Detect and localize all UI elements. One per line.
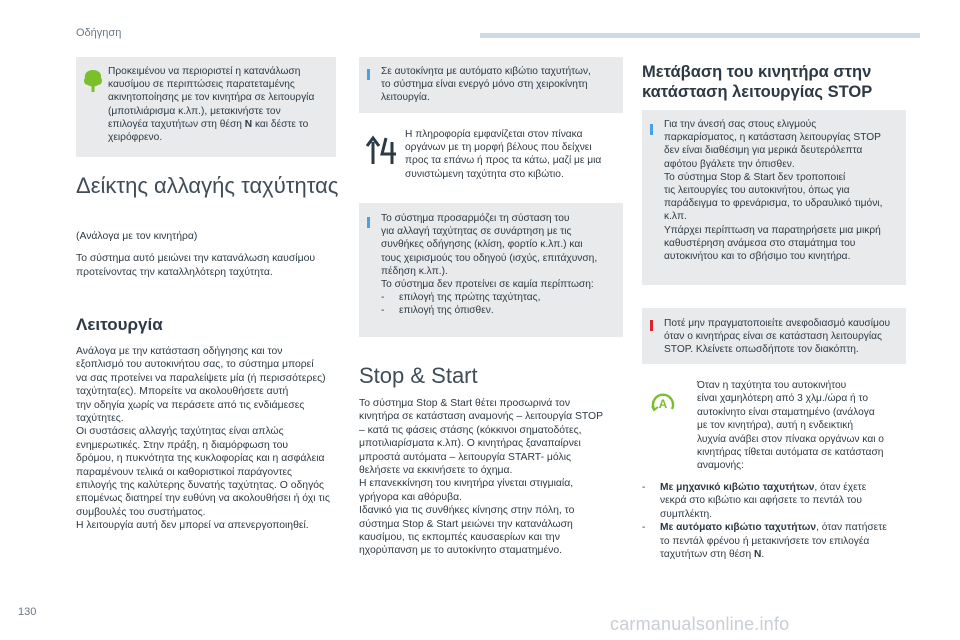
watermark: carmanualsonline.info <box>610 614 790 634</box>
stop-start-title: Stop & Start <box>359 363 478 388</box>
gear-display-description: Η πληροφορία εμφανίζεται στον πίνακα οργάνων με τη μορφή βέλους που δείχνει προς τα επάνω ή προς τα κάτω, μαζί με μια συνιστώμενη ταχύτητα στο κιβώτιο. <box>405 129 602 180</box>
gear-indicator-title: Δείκτης αλλαγής ταχύτητας <box>76 173 339 198</box>
eco-line: χειρόφρενο. <box>108 132 163 144</box>
eco-tree-icon <box>83 69 103 93</box>
gear-indicator-intro: Το σύστημα αυτό μειώνει την κατανάλωση καυσίμου προτείνοντας την καταλληλότερη ταχύτητα. <box>76 253 316 278</box>
header-rule <box>480 33 920 38</box>
stop-start-warning-lamp-icon <box>650 390 676 414</box>
info-marker-icon <box>367 217 370 228</box>
lamp-letter: A <box>658 397 668 411</box>
warning-marker-icon <box>650 320 653 331</box>
engine-note: (Ανάλογα με τον κινητήρα) <box>76 231 198 242</box>
info-marker-icon <box>367 69 370 80</box>
page-number: 130 <box>18 606 37 618</box>
gearbox-conditions-list <box>642 481 912 561</box>
eco-line: καυσίμου σε περιπτώσεις παρατεταμένης <box>108 79 295 91</box>
gear-arrow-icon <box>366 134 400 166</box>
running-head: Οδήγηση <box>76 27 122 39</box>
list-item: - Με αυτόματο κιβώτιο ταχυτήτων, όταν πατήσετε το πεντάλ φρένου ή μετακινήσετε τον επιλογέα ταχυτήτων στη θέση N. <box>642 522 887 561</box>
list-item: - επιλογή της πρώτης ταχύτητας, <box>381 292 541 304</box>
info-marker-icon <box>650 124 653 135</box>
automatic-gearbox-info-box: Σε αυτοκίνητα με αυτόματο κιβώτιο ταχυτήτων, το σύστημα είναι ενεργό μόνο στη χειροκίνητη λειτουργία. <box>359 57 623 113</box>
auto-stop-text: Όταν η ταχύτητα του αυτοκινήτου είναι χαμηλότερη από 3 χλμ./ώρα ή το αυτοκίνητο είναι σταματημένο (ανάλογα με τον κινητήρα), αυτή η ενδεικτική λυχνία ανάβει στον πίνακα οργάνων και ο κινητήρας τίθεται αυτόματα σε κατάσταση αναμονής: <box>697 380 884 472</box>
list-item: - επιλογή της όπισθεν. <box>381 305 494 317</box>
refuel-warning-box: Ποτέ μην πραγματοποιείτε ανεφοδιασμό καυσίμου όταν ο κινητήρας είναι σε κατάσταση λειτουργίας STOP. Κλείνετε οπωσδήποτε τον διακόπτη. <box>642 308 906 364</box>
gear-up-indicator-icon <box>366 134 400 171</box>
operation-title: Λειτουργία <box>76 315 163 334</box>
eco-line: ακινητοποίησης με τον κινητήρα σε λειτουργία <box>108 92 315 104</box>
eco-line: Προκειμένου να περιοριστεί η κατανάλωση <box>108 66 301 77</box>
operation-text: Ανάλογα με την κατάσταση οδήγησης και τον εξοπλισμό του αυτοκινήτου σας, το σύστημα μπορεί να σας προτείνει να παραλείψετε μία (ή περισσότερες) ταχύτητα(ες). Μπορείτε να ακολουθήσετε αυτή την οδηγία χωρίς να περάσετε από τις ενδιάμεσες ταχύτητες. Οι συστάσεις αλλαγής ταχύτητας είναι απλώς ενημερωτικές. Στην πράξη, η διαμόρφωση του δρόμου, η πυκνότητα της κυκλοφορίας και η ασφάλεια παραμένουν τελικά οι καθοριστικοί παράγοντες επιλογής της καλύτερης δυνατής ταχύτητας. Ο οδηγός επομένως διατηρεί την ευθύνη να ακολουθήσει ή όχι τις συμβουλές του συστήματος. Η λειτουργία αυτή δεν μπορεί να απενεργοποιηθεί. <box>76 346 330 532</box>
gear-n-label: N <box>753 549 762 561</box>
gear-advice-info-box: Το σύστημα προσαρμόζει τη σύσταση του για αλλαγή ταχύτητας σε συνάρτηση με τις συνθήκες οδήγησης (κλίση, φορτίο κ.λπ.) και τους χειρισμούς του οδηγού (ισχύς, επιτάχυνση, πέδηση κ.λπ.). Το σύστημα δεν προτείνει σε καμία περίπτωση: - επιλογή της πρώτης ταχύτητας, - επιλογή της όπισθεν. <box>359 203 623 337</box>
stop-mode-title: Μετάβαση του κινητήρα στην κατάσταση λειτουργίας STOP <box>642 63 873 101</box>
eco-line: επιλογέα ταχυτήτων στη θέση N και δέστε το <box>108 118 309 130</box>
list-item: - Με μηχανικό κιβώτιο ταχυτήτων, όταν έχετε νεκρά στο κιβώτιο και αφήσετε το πεντάλ του συμπλέκτη. <box>642 482 867 520</box>
eco-tip-box <box>76 57 336 157</box>
stop-start-text: Το σύστημα Stop & Start θέτει προσωρινά τον κινητήρα σε κατάσταση αναμονής – λειτουργία STOP – κατά τις φάσεις στάσης (κόκκινοι σηματοδότες, μποτιλιαρίσματα κ.λπ). Ο κινητήρας ξαναπαίρνει μπροστά αυτόματα – λειτουργία START- μόλις θελήσετε να εκκινήσετε το όχημα. Η επανεκκίνηση του κινητήρα γίνεται στιγμιαία, γρήγορα και αθόρυβα. Ιδανικό για τις συνθήκες κίνησης στην πόλη, το σύστημα Stop & Start μειώνει την κατανάλωση καυσίμου, τις εκπομπές καυσαερίων και την ηχορύπανση με το αυτοκίνητο σταματημένο. <box>359 398 604 557</box>
eco-line: (μποτιλιάρισμα κ.λπ.), μετακινήστε τον <box>108 105 281 117</box>
gear-n-label: N <box>244 118 253 130</box>
parking-info-box: Για την άνεσή σας στους ελιγμούς παρκαρίσματος, η κατάσταση λειτουργίας STOP δεν είναι διαθέσιμη για μερικά δευτερόλεπτα αφότου βγάλετε την όπισθεν. Το σύστημα Stop & Start δεν τροποποιεί τις λειτουργίες του αυτοκινήτου, όπως για παράδειγμα το φρενάρισμα, το υδραυλικό τιμόνι, κ.λπ. Υπάρχει περίπτωση να παρατηρήσετε μια μικρή καθυστέρηση ανάμεσα στο σταμάτημα του αυτοκινήτου και το σβήσιμο του κινητήρα. <box>642 110 906 285</box>
